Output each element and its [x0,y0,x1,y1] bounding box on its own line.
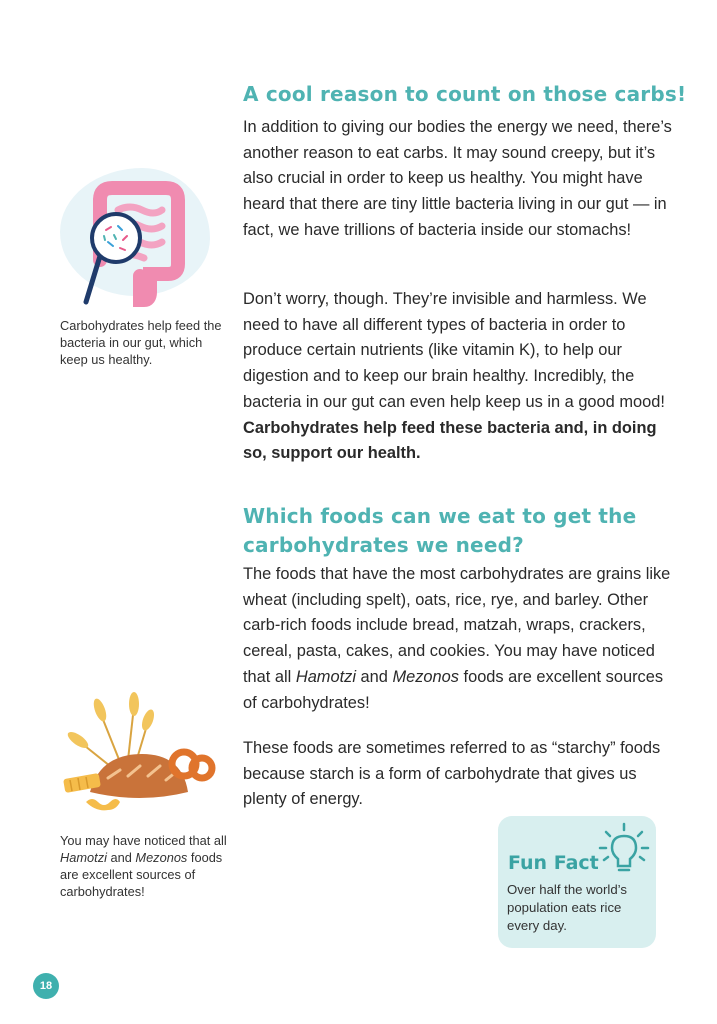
lightbulb-icon [596,822,652,876]
page-number: 18 [33,973,59,999]
paragraph-text: The foods that have the most carbohydrates are grains like wheat (including spelt), oats, rice, rye, and barley. Other carb-rich foods include bread, matzah, wraps, crackers, cereal, pasta, cakes, and cookies. You may have noticed that all [243,565,671,686]
italic-term: Mezonos [392,667,459,686]
paragraph-text: foods are excellent sources of carbohydrates! [243,667,664,712]
caption-text: You may have noticed that all [60,833,227,848]
bread-grains-icon [60,692,220,824]
intestine-magnifier-icon [78,180,198,308]
italic-term: Mezonos [135,850,188,865]
paragraph-carb-foods [243,562,673,716]
caption-foods [60,832,230,900]
paragraph-bacteria-intro: In addition to giving our bodies the energy we need, there’s another reason to eat carbs. It may sound creepy, but it’s also crucial in order to keep us healthy. You might have heard that there are tiny little bacteria living in our gut — in fact, we have trillions of bacteria inside our stomachs! [243,118,672,239]
heading-line: Which foods can we eat to get the [243,504,637,528]
caption-bacteria: Carbohydrates help feed the bacteria in our gut, which keep us healthy. [60,318,222,367]
heading-line: carbohydrates we need? [243,533,524,557]
paragraph-text: and [355,667,393,686]
paragraph-bold-text: Carbohydrates help feed these bacteria and, in doing so, support our health. [243,418,657,463]
caption-text: and [106,850,136,865]
fun-fact-title: Fun Fact [508,852,599,874]
section-heading-carbs: A cool reason to count on those carbs! [243,82,687,106]
italic-term: Hamotzi [295,667,356,686]
italic-term: Hamotzi [60,850,107,865]
fun-fact-text: Over half the world’s population eats rice every day. [507,882,627,933]
caption-text: foods are excellent sources of carbohydrates! [60,850,223,899]
section-heading-foods [243,502,636,560]
paragraph-text: Don’t worry, though. They’re invisible and harmless. We need to have all different types of bacteria in order to produce certain nutrients (like vitamin K), to help our digestion and to keep our brain healthy. Incredibly, the bacteria in our gut can even help keep us in a good mood! [243,290,665,411]
paragraph-starchy-foods: These foods are sometimes referred to as “starchy” foods because starch is a form of carbohydrate that gives us plenty of energy. [243,739,661,809]
paragraph-bacteria-details [243,287,673,467]
